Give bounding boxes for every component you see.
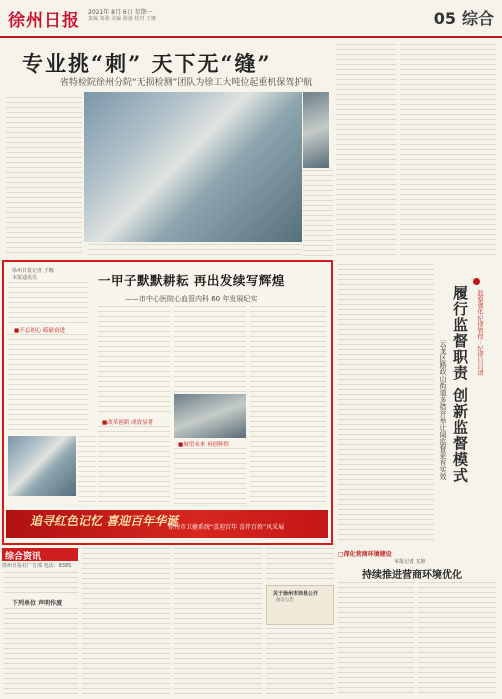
feature-text-col2-a: [98, 306, 170, 416]
notice-list: [4, 608, 78, 696]
business-env-byline: 本报记者 尤婷: [394, 559, 426, 565]
side-story-subheadline: 云龙区路政山街道多措并举让闻监督更有实效: [439, 340, 447, 480]
feature-text-col2-b: [98, 426, 170, 506]
feature-byline: 徐州日报记者 王娜: [12, 268, 54, 274]
issue-date: 2021年 8月 6日 星期一: [88, 9, 153, 16]
photo-caption-text: [88, 244, 302, 258]
side-story-text: [338, 264, 434, 544]
feature-text-col1-c: [78, 436, 96, 504]
side-story-headline: 履行监督职责 创新监督模式: [451, 285, 469, 484]
feature-photo-1: [8, 436, 76, 496]
feature-text-col3-b: [174, 448, 246, 506]
lead-headline: 专业挑“刺” 天下无“缝”: [22, 51, 272, 76]
feature-text-col1-b: [8, 334, 88, 434]
auction-notice-subtitle: 拍卖公告: [276, 598, 294, 603]
auction-notice-title: 关于徐州市沛县公开: [273, 591, 319, 597]
newspaper-logo: 徐州日报: [8, 11, 80, 31]
feature-text-col4: [250, 306, 326, 506]
news-brief-contact: 徐州日报社广告部 电话：8385: [2, 563, 72, 569]
feature-headline: 一甲子默默耕耘 再出发续写辉煌: [98, 273, 285, 288]
editor-credits: 责编 秦强 美编 陈强 校对 王娜: [88, 16, 156, 22]
lead-text-column-1: [6, 97, 82, 255]
bottom-text-col-3: [174, 548, 262, 696]
feature-footer-calligraphy: 追寻红色记忆 喜迎百年华诞: [30, 514, 179, 528]
lead-text-column-4: [400, 44, 496, 256]
feature-byline-2: 本报通讯员: [12, 275, 38, 281]
lead-text-column-2: [303, 170, 333, 256]
business-env-headline: 持续推进营商环境优化: [362, 570, 462, 581]
lead-text-column-3: [336, 44, 396, 256]
page-number: 05: [433, 9, 456, 28]
feature-footer-tag: 徐州市卫健系统“喜迎百年 喜伴百姓”风采展: [168, 524, 285, 531]
lead-photo-2: [303, 92, 329, 168]
business-env-text-col2: [418, 582, 496, 696]
bottom-text-col-4a: [266, 548, 334, 582]
feature-subheadline: ——市中心医院心血管内科 60 年发展纪实: [125, 295, 258, 303]
feature-subhead-2: ■改革创新 成效显著: [102, 420, 153, 426]
business-env-kicker: □深化营商环境建设: [338, 551, 392, 558]
side-story-tag: 监察强化·纪律管控 · 纪律日日清: [476, 290, 483, 376]
lead-subheadline: 省特检院徐州分院“无损检测”团队为徐工大吨位起重机保驾护航: [60, 78, 313, 88]
masthead: [0, 0, 502, 40]
bottom-text-col-2: [82, 548, 170, 696]
section-name: 综合: [461, 9, 494, 28]
news-brief-text: [4, 572, 78, 594]
notice-list-heading: 下列单位 声明作废: [12, 600, 63, 607]
bottom-text-col-4b: [266, 628, 334, 696]
side-story-badge-icon: [473, 278, 480, 285]
feature-photo-2: [174, 394, 246, 438]
news-brief-title: 综合资讯: [5, 552, 42, 562]
feature-subhead-1: ■不忘初心 砥砺奋进: [14, 328, 65, 334]
page-indicator: [434, 6, 494, 29]
lead-photo: [84, 92, 302, 242]
feature-subhead-3: ■展望未来 再创辉煌: [178, 442, 229, 448]
business-env-text-col1: [338, 582, 414, 696]
feature-text-col1-a: [8, 282, 88, 324]
masthead-rule: [0, 36, 502, 38]
feature-text-col3-a: [174, 306, 246, 392]
